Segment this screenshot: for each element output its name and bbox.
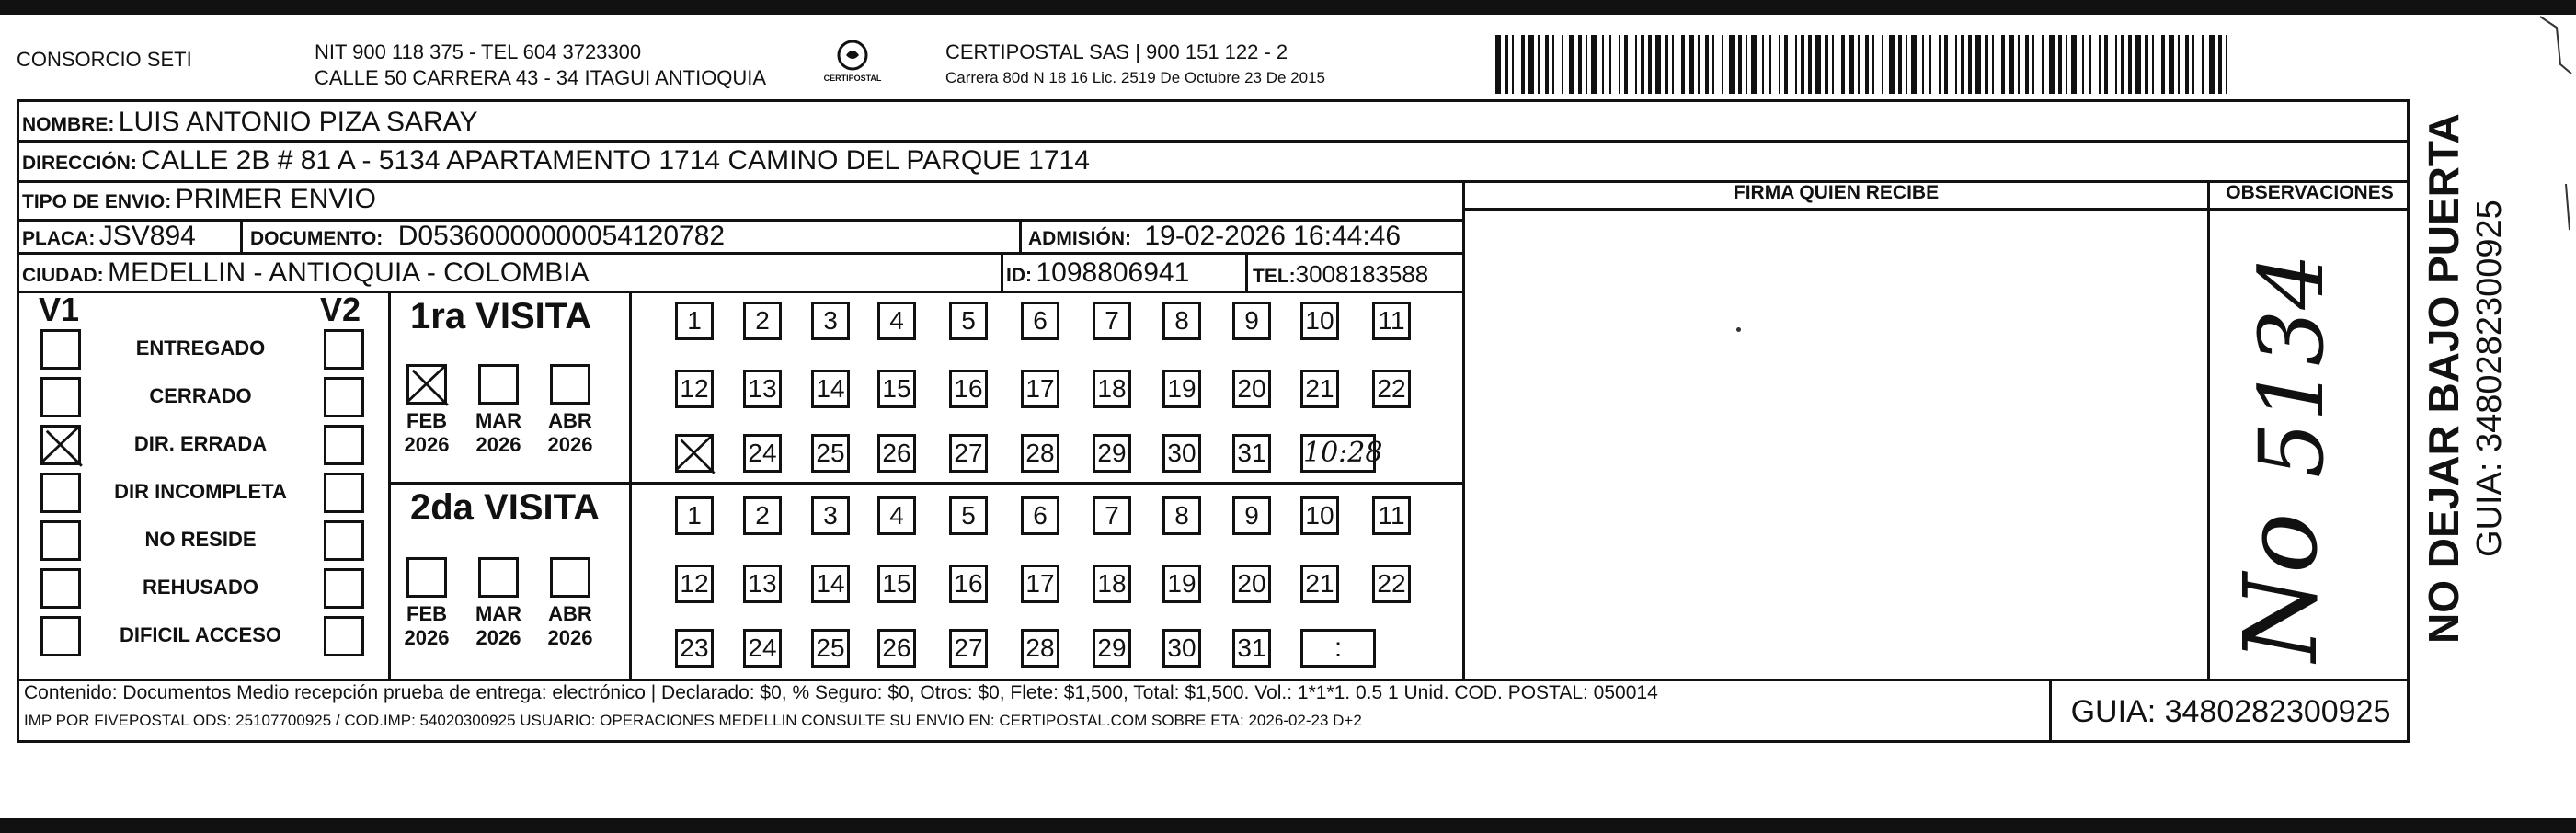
barcode — [1495, 35, 2231, 94]
day-box[interactable]: 1 — [675, 302, 714, 340]
day-box[interactable]: 2 — [743, 302, 782, 340]
day-box[interactable]: 23 — [675, 629, 714, 668]
tel-value: 3008183588 — [1295, 260, 1429, 288]
day-box[interactable]: 24 — [743, 434, 782, 473]
v1-checkbox[interactable] — [40, 520, 81, 561]
day-box[interactable]: 8 — [1162, 496, 1201, 535]
v1-checkbox[interactable] — [40, 568, 81, 609]
month-year: 2026 — [404, 626, 450, 649]
nombre-row — [22, 107, 477, 138]
status-label: ENTREGADO — [135, 337, 266, 359]
month-label: MAR — [475, 602, 522, 625]
day-box[interactable]: 30 — [1162, 434, 1201, 473]
time-box[interactable]: 10:28 — [1300, 434, 1376, 473]
placa-label: PLACA: — [22, 228, 96, 249]
day-box[interactable]: 10 — [1300, 496, 1339, 535]
placa-value: JSV894 — [98, 221, 196, 251]
handwritten-observation-word: No — [2222, 512, 2340, 662]
nombre-label: NOMBRE: — [22, 114, 115, 135]
day-box[interactable] — [675, 434, 714, 473]
v1-checkbox[interactable] — [40, 473, 81, 513]
company-name: CONSORCIO SETI — [17, 48, 192, 71]
day-box[interactable]: 26 — [877, 629, 916, 668]
day-box[interactable]: 27 — [949, 629, 988, 668]
v2-checkbox[interactable] — [324, 616, 364, 656]
certipostal-line: CERTIPOSTAL SAS | 900 151 122 - 2 — [945, 40, 1288, 63]
month-year: 2026 — [475, 626, 521, 649]
day-box[interactable]: 12 — [675, 370, 714, 408]
documento-value: D05360000000054120782 — [397, 221, 726, 251]
v2-checkbox[interactable] — [324, 473, 364, 513]
month-checkbox[interactable] — [406, 364, 447, 405]
status-label: DIFICIL ACCESO — [119, 623, 281, 646]
observaciones-header: OBSERVACIONES — [2226, 182, 2394, 203]
ciudad-value: MEDELLIN - ANTIOQUIA - COLOMBIA — [108, 257, 590, 288]
day-box[interactable]: 17 — [1021, 565, 1059, 603]
day-box[interactable]: 22 — [1372, 565, 1411, 603]
documento-label: DOCUMENTO: — [250, 228, 384, 249]
month-checkbox[interactable] — [406, 557, 447, 598]
day-box[interactable]: 31 — [1232, 629, 1271, 668]
month-checkbox[interactable] — [550, 557, 590, 598]
admision-value: 19-02-2026 16:44:46 — [1144, 221, 1402, 251]
tipo-value: PRIMER ENVIO — [175, 184, 377, 214]
day-box[interactable]: 4 — [877, 302, 916, 340]
side-guia: GUIA: 3480282300925 — [2470, 200, 2509, 557]
id-row — [1006, 257, 1189, 289]
month-year: 2026 — [475, 433, 521, 456]
day-box[interactable]: 14 — [811, 370, 850, 408]
direccion-row — [22, 145, 1090, 177]
top-black-bar — [0, 0, 2576, 15]
ciudad-label: CIUDAD: — [22, 265, 104, 286]
status-label: REHUSADO — [143, 576, 258, 599]
day-box[interactable]: 3 — [811, 302, 850, 340]
v2-checkbox[interactable] — [324, 568, 364, 609]
month-checkbox[interactable] — [550, 364, 590, 405]
day-box[interactable]: 13 — [743, 565, 782, 603]
nombre-value: LUIS ANTONIO PIZA SARAY — [118, 107, 478, 137]
day-box[interactable]: 13 — [743, 370, 782, 408]
status-label: DIR. ERRADA — [133, 432, 268, 455]
tel-label: TEL: — [1253, 266, 1296, 287]
admision-label: ADMISIÓN: — [1028, 228, 1131, 249]
logo-text: CERTIPOSTAL — [823, 74, 882, 83]
signature-mark — [1736, 327, 1741, 332]
day-box[interactable]: 15 — [877, 565, 916, 603]
status-label: CERRADO — [149, 384, 252, 407]
guia-box: GUIA: 3480282300925 — [2070, 694, 2391, 729]
second-visit-title: 2da VISITA — [410, 487, 600, 528]
day-box[interactable]: 9 — [1232, 302, 1271, 340]
first-visit-title: 1ra VISITA — [410, 296, 592, 337]
day-box[interactable]: 7 — [1093, 302, 1131, 340]
placa-row — [22, 221, 196, 252]
day-box[interactable]: 30 — [1162, 629, 1201, 668]
status-label: NO RESIDE — [144, 528, 257, 551]
imp-text: IMP POR FIVEPOSTAL ODS: 25107700925 / COD.IMP: 54020300925 USUARIO: OPERACIONES MEDELLIN CONSULTE SU ENVIO EN: CERTIPOSTAL.COM SOBRE ETA: 2026-02-23 D+2 — [24, 712, 1362, 729]
month-checkbox[interactable] — [478, 364, 519, 405]
day-box[interactable]: 14 — [811, 565, 850, 603]
contenido-text: Contenido: Documentos Medio recepción prueba de entrega: electrónico | Declarado: $0, % Seguro: $0, Otros: $0, Flete: $1,500, Total: $1,500. Vol.: 1*1*1. 0.5 1 Unid. COD. POSTAL: 050014 — [24, 682, 1658, 703]
v2-checkbox[interactable] — [324, 377, 364, 417]
v2-checkbox[interactable] — [324, 425, 364, 465]
id-label: ID: — [1006, 265, 1032, 286]
firma-header: FIRMA QUIEN RECIBE — [1733, 182, 1940, 203]
ciudad-row — [22, 257, 590, 289]
day-box[interactable]: 19 — [1162, 565, 1201, 603]
v1-checkbox[interactable] — [40, 616, 81, 656]
time-box[interactable]: : — [1300, 629, 1376, 668]
day-box[interactable]: 28 — [1021, 434, 1059, 473]
documento-row — [250, 221, 725, 252]
day-box[interactable]: 5 — [949, 302, 988, 340]
day-box[interactable]: 22 — [1372, 370, 1411, 408]
day-box[interactable]: 16 — [949, 370, 988, 408]
id-value: 1098806941 — [1036, 257, 1190, 288]
day-box[interactable]: 25 — [811, 434, 850, 473]
month-label: ABR — [548, 409, 592, 432]
v2-checkbox[interactable] — [324, 329, 364, 370]
day-box[interactable]: 29 — [1093, 629, 1131, 668]
day-box[interactable]: 20 — [1232, 370, 1271, 408]
day-box[interactable]: 6 — [1021, 496, 1059, 535]
day-box[interactable]: 1 — [675, 496, 714, 535]
day-box[interactable]: 2 — [743, 496, 782, 535]
day-box[interactable]: 3 — [811, 496, 850, 535]
direccion-label: DIRECCIÓN: — [22, 153, 137, 174]
tipo-row — [22, 184, 376, 215]
v1-header: V1 — [39, 291, 80, 328]
day-box[interactable]: 7 — [1093, 496, 1131, 535]
day-box[interactable]: 11 — [1372, 302, 1411, 340]
day-box[interactable]: 5 — [949, 496, 988, 535]
handwritten-observation-number: 5134 — [2240, 253, 2343, 478]
v2-header: V2 — [320, 291, 361, 328]
day-box[interactable]: 20 — [1232, 565, 1271, 603]
address-line: CALLE 50 CARRERA 43 - 34 ITAGUI ANTIOQUIA — [315, 66, 767, 89]
month-checkbox[interactable] — [478, 557, 519, 598]
status-label: DIR INCOMPLETA — [114, 480, 287, 503]
v2-checkbox[interactable] — [324, 520, 364, 561]
month-year: 2026 — [547, 433, 593, 456]
license-line: Carrera 80d N 18 16 Lic. 2519 De Octubre 23 De 2015 — [945, 69, 1325, 86]
day-box[interactable]: 18 — [1093, 370, 1131, 408]
month-label: ABR — [548, 602, 592, 625]
day-box[interactable]: 28 — [1021, 629, 1059, 668]
day-box[interactable]: 16 — [949, 565, 988, 603]
day-box[interactable]: 25 — [811, 629, 850, 668]
day-box[interactable]: 29 — [1093, 434, 1131, 473]
no-dejar-bajo-puerta: NO DEJAR BAJO PUERTA — [2420, 113, 2467, 644]
day-box[interactable]: 17 — [1021, 370, 1059, 408]
month-label: MAR — [475, 409, 522, 432]
day-box[interactable]: 31 — [1232, 434, 1271, 473]
day-box[interactable]: 19 — [1162, 370, 1201, 408]
day-box[interactable]: 10 — [1300, 302, 1339, 340]
tipo-label: TIPO DE ENVIO: — [22, 191, 172, 212]
scan-edge-marks — [2538, 0, 2576, 294]
day-box[interactable]: 18 — [1093, 565, 1131, 603]
certipostal-logo — [823, 37, 882, 92]
month-year: 2026 — [404, 433, 450, 456]
admision-row — [1028, 221, 1401, 252]
day-box[interactable]: 6 — [1021, 302, 1059, 340]
day-box[interactable]: 21 — [1300, 565, 1339, 603]
day-box[interactable]: 15 — [877, 370, 916, 408]
day-box[interactable]: 12 — [675, 565, 714, 603]
day-box[interactable]: 26 — [877, 434, 916, 473]
day-box[interactable]: 21 — [1300, 370, 1339, 408]
day-box[interactable]: 9 — [1232, 496, 1271, 535]
v1-checkbox[interactable] — [40, 425, 81, 465]
nit-line: NIT 900 118 375 - TEL 604 3723300 — [315, 40, 642, 63]
v1-checkbox[interactable] — [40, 377, 81, 417]
bottom-black-bar — [0, 818, 2576, 833]
day-box[interactable]: 11 — [1372, 496, 1411, 535]
direccion-value: CALLE 2B # 81 A - 5134 APARTAMENTO 1714 CAMINO DEL PARQUE 1714 — [141, 145, 1090, 176]
day-box[interactable]: 8 — [1162, 302, 1201, 340]
month-year: 2026 — [547, 626, 593, 649]
v1-checkbox[interactable] — [40, 329, 81, 370]
month-label: FEB — [406, 409, 447, 432]
month-label: FEB — [406, 602, 447, 625]
day-box[interactable]: 24 — [743, 629, 782, 668]
day-box[interactable]: 4 — [877, 496, 916, 535]
day-box[interactable]: 27 — [949, 434, 988, 473]
tel-row — [1253, 260, 1428, 289]
